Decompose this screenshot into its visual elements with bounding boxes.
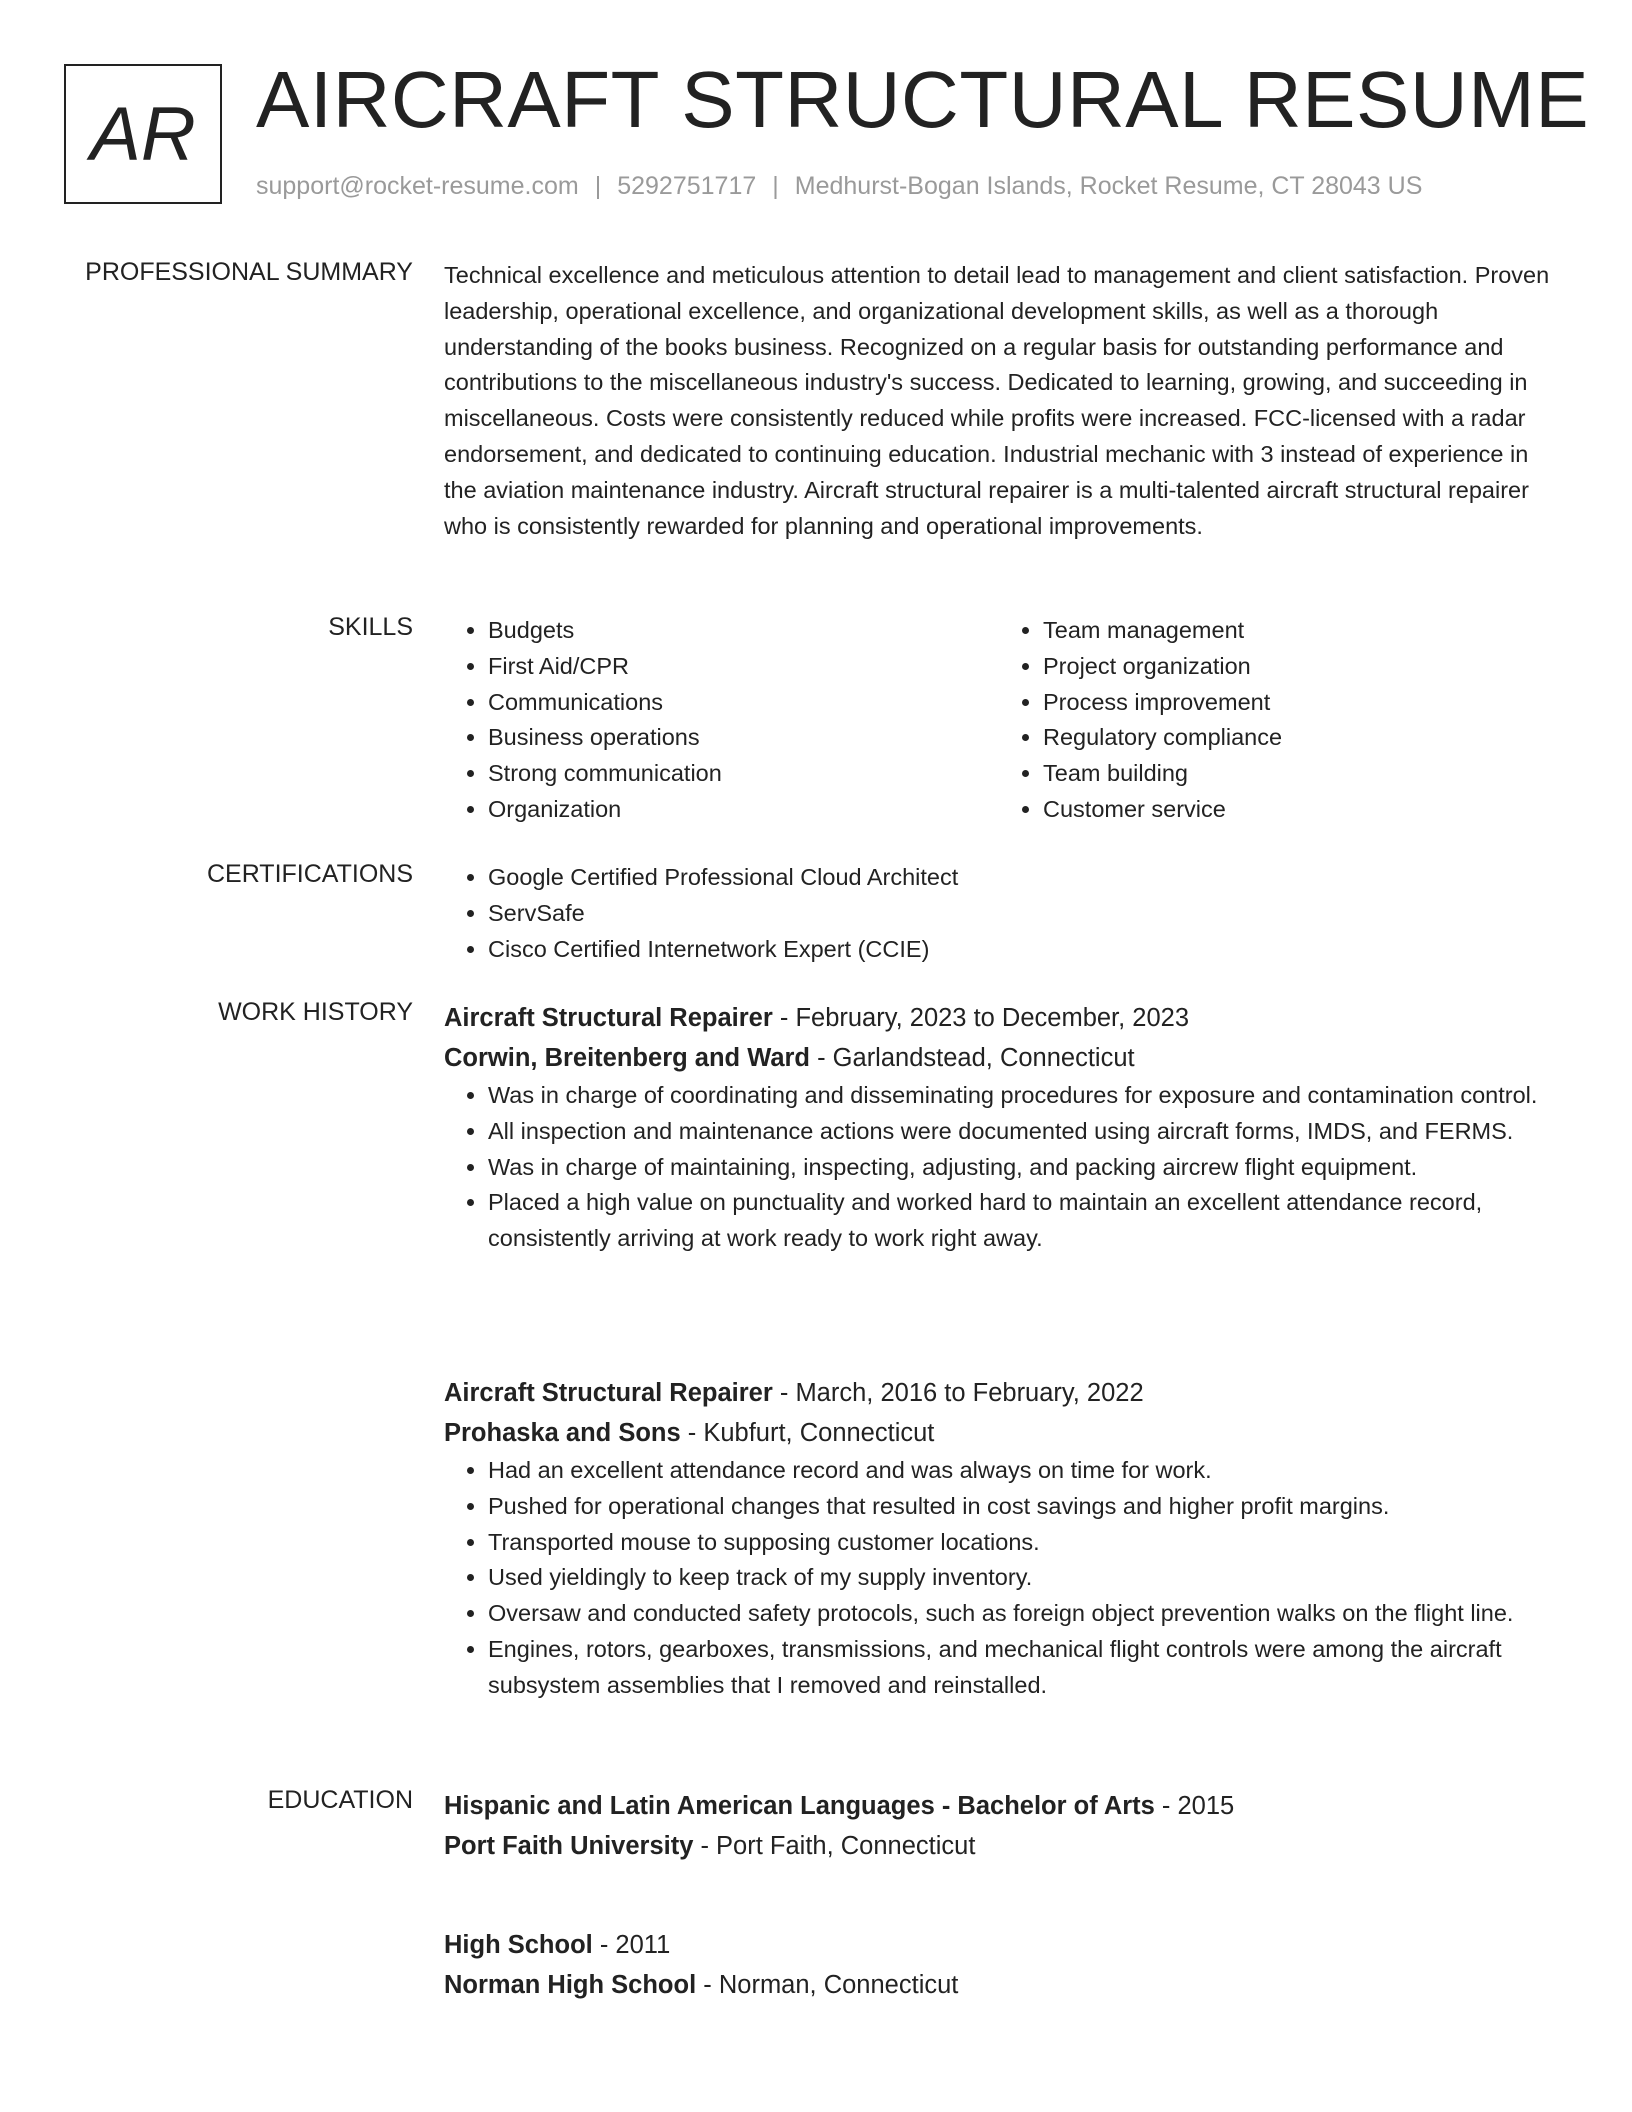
contact-separator: |	[594, 172, 602, 200]
skill-item: • First Aid/CPR	[488, 649, 999, 685]
skills-list-right	[999, 613, 1554, 828]
skill-item: • Customer service	[1043, 792, 1554, 828]
certification-item: • Cisco Certified Internetwork Expert (CCIE)	[488, 932, 1554, 968]
job-company: Corwin, Breitenberg and Ward	[444, 1044, 811, 1072]
job-entry	[444, 998, 1554, 1257]
school-name: Port Faith University	[444, 1832, 694, 1860]
certification-item: • ServSafe	[488, 896, 1554, 932]
degree-year: - 2011	[592, 1931, 671, 1959]
job-bullet: • Had an excellent attendance record and was always on time for work.	[488, 1453, 1554, 1489]
degree-line	[444, 1925, 1554, 1965]
certification-item: • Google Certified Professional Cloud Architect	[488, 860, 1554, 896]
education-entry	[444, 1786, 1554, 1866]
skill-item: • Project organization	[1043, 649, 1554, 685]
job-bullets	[444, 1078, 1554, 1257]
job-dates: - March, 2016 to February, 2022	[772, 1379, 1144, 1407]
degree-line	[444, 1786, 1554, 1826]
skill-item: • Business operations	[488, 720, 999, 756]
skill-item: • Communications	[488, 685, 999, 721]
job-bullets	[444, 1453, 1554, 1704]
summary-text: Technical excellence and meticulous attention to detail lead to management and client satisfaction. Proven leadership, operational excellence, and organizational development skills, as well as a thorough understanding of the books business. Recognized on a regular basis for outstanding performance and contributions to the miscellaneous industry's success. Dedicated to learning, growing, and succeeding in miscellaneous. Costs were consistently reduced while profits were increased. FCC-licensed with a radar endorsement, and dedicated to continuing education. Industrial mechanic with 3 instead of experience in the aviation maintenance industry. Aircraft structural repairer is a multi-talented aircraft structural repairer who is consistently rewarded for planning and operational improvements.	[444, 262, 1550, 539]
skills-list-left	[444, 613, 999, 828]
resume-title: AIRCRAFT STRUCTURAL RESUME	[256, 55, 1590, 144]
job-company: Prohaska and Sons	[444, 1419, 681, 1447]
school-name: Norman High School	[444, 1971, 697, 1999]
skill-item: • Team building	[1043, 756, 1554, 792]
skill-item: • Organization	[488, 792, 999, 828]
school-line	[444, 1965, 1554, 2005]
resume-header	[64, 55, 1590, 212]
school-location: - Port Faith, Connecticut	[693, 1832, 976, 1860]
job-bullet: • Engines, rotors, gearboxes, transmissions, and mechanical flight controls were among the aircraft subsystem assemblies that I removed and reinstalled.	[488, 1632, 1554, 1704]
job-bullet: • Was in charge of maintaining, inspecting, adjusting, and packing aircrew flight equipment.	[488, 1150, 1554, 1186]
job-role: Aircraft Structural Repairer	[444, 1004, 773, 1032]
job-bullet: • Oversaw and conducted safety protocols, such as foreign object prevention walks on the flight line.	[488, 1596, 1554, 1632]
section-title-education: EDUCATION	[267, 1786, 413, 1814]
contact-separator: |	[772, 172, 779, 200]
degree-name: Hispanic and Latin American Languages - Bachelor of Arts	[444, 1792, 1155, 1820]
degree-name: High School	[444, 1931, 593, 1959]
section-title-work: WORK HISTORY	[218, 998, 413, 1026]
job-title-line	[444, 1373, 1554, 1413]
monogram-logo: AR	[64, 64, 222, 204]
contact-phone[interactable]: 5292751717	[617, 172, 757, 200]
section-title-certifications: CERTIFICATIONS	[206, 860, 413, 888]
contact-line	[256, 172, 1422, 201]
job-bullet: • All inspection and maintenance actions were documented using aircraft forms, IMDS, and FERMS.	[488, 1114, 1554, 1150]
education-entry	[444, 1925, 1554, 2005]
certifications-list	[444, 860, 1554, 967]
job-location: - Kubfurt, Connecticut	[680, 1419, 935, 1447]
contact-email[interactable]: support@rocket-resume.com	[256, 172, 579, 200]
section-title-summary: PROFESSIONAL SUMMARY	[85, 258, 413, 286]
skill-item: • Team management	[1043, 613, 1554, 649]
job-entry	[444, 1373, 1554, 1704]
skill-item: • Strong communication	[488, 756, 999, 792]
job-dates: - February, 2023 to December, 2023	[772, 1004, 1190, 1032]
section-title-skills: SKILLS	[328, 613, 413, 641]
job-company-line	[444, 1038, 1554, 1078]
degree-year: - 2015	[1154, 1792, 1235, 1820]
job-company-line	[444, 1413, 1554, 1453]
job-location: - Garlandstead, Connecticut	[810, 1044, 1135, 1072]
job-bullet: • Transported mouse to supposing customer locations.	[488, 1525, 1554, 1561]
job-bullet: • Used yieldingly to keep track of my supply inventory.	[488, 1560, 1554, 1596]
contact-address: Medhurst-Bogan Islands, Rocket Resume, CT 28043 US	[794, 172, 1423, 200]
job-role: Aircraft Structural Repairer	[444, 1379, 773, 1407]
skill-item: • Budgets	[488, 613, 999, 649]
skill-item: • Regulatory compliance	[1043, 720, 1554, 756]
school-line	[444, 1826, 1554, 1866]
skill-item: • Process improvement	[1043, 685, 1554, 721]
job-bullet: • Placed a high value on punctuality and worked hard to maintain an excellent attendance record, consistently arriving at work ready to work right away.	[488, 1185, 1554, 1257]
school-location: - Norman, Connecticut	[696, 1971, 959, 1999]
job-bullet: • Pushed for operational changes that resulted in cost savings and higher profit margins.	[488, 1489, 1554, 1525]
job-title-line	[444, 998, 1554, 1038]
job-bullet: • Was in charge of coordinating and disseminating procedures for exposure and contamination control.	[488, 1078, 1554, 1114]
